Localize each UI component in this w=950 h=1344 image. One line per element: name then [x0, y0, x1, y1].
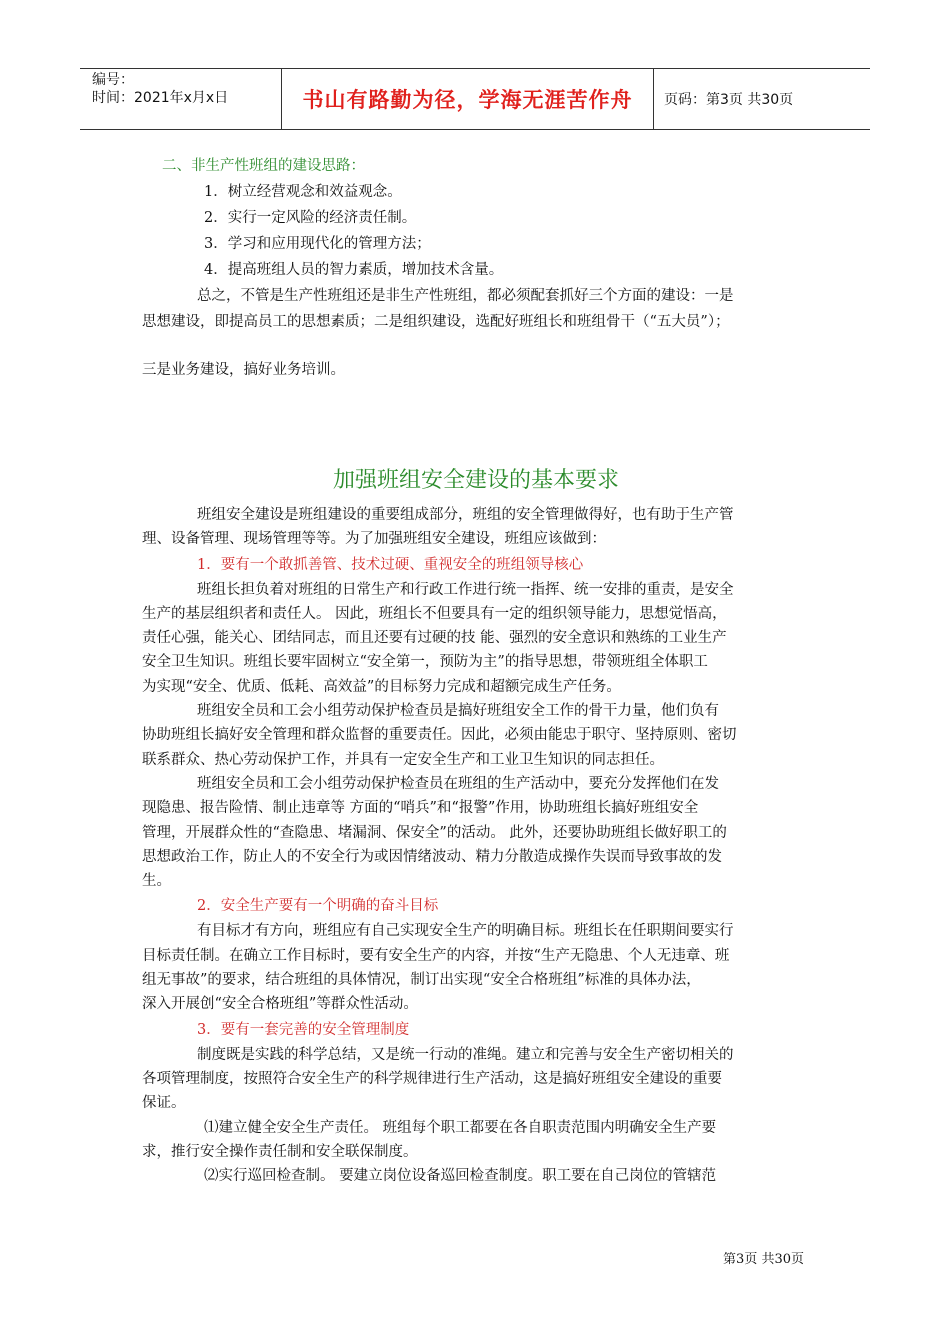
number-label: 编号： — [92, 72, 134, 88]
header-meta — [80, 69, 282, 129]
paragraph: 班组安全员和工会小组劳动保护检查员是搞好班组安全工作的骨干力量，他们负有 协助班组长搞好安全管理和群众监督的重要责任。因此，必须由能忠于职守、坚持原则、密切 联系群众、热心劳动保护工作，并具有一定安全生产和工业卫生知识的同志担任。 — [142, 703, 737, 768]
subheading: 2．安全生产要有一个明确的奋斗目标 — [197, 898, 439, 915]
list-item: 3．学习和应用现代化的管理方法； — [204, 236, 431, 252]
header-page-info: 页码：第3页 共30页 — [664, 92, 794, 108]
section-heading: 二、非生产性班组的建设思路： — [162, 158, 365, 174]
article-title: 加强班组安全建设的基本要求 — [332, 468, 619, 493]
subheading: 1．要有一个敢抓善管、技术过硬、重视安全的班组领导核心 — [197, 556, 584, 573]
summary-line: 思想建设，即提高员工的思想素质；二是组织建设，选配好班组长和班组骨干（“五大员”）； — [142, 314, 730, 330]
summary-line: 三是业务建设，搞好业务培训。 — [142, 362, 345, 378]
list-item: 4．提高班组人员的智力素质，增加技术含量。 — [204, 262, 504, 278]
summary-line: 总之，不管是生产性班组还是非生产性班组，都必须配套抓好三个方面的建设：一是 — [197, 288, 734, 304]
document-body — [142, 153, 810, 1188]
page-footer: 第3页 共30页 — [723, 1252, 804, 1267]
header-motto: 书山有路勤为径，学海无涯苦作舟 — [282, 69, 654, 129]
time-label: 时间：2021年x月x日 — [92, 90, 229, 106]
subheading: 3．要有一套完善的安全管理制度 — [197, 1021, 410, 1038]
list-item: 2．实行一定风险的经济责任制。 — [204, 210, 417, 226]
page-header — [80, 68, 870, 130]
paragraph: 制度既是实践的科学总结，又是统一行动的准绳。建立和完善与安全生产密切相关的 各项管理制度，按照符合安全生产的科学规律进行生产活动，这是搞好班组安全建设的重要 保证。 — [142, 1046, 734, 1112]
list-item: 1．树立经营观念和效益观念。 — [204, 184, 402, 200]
paragraph: ⑵实行巡回检查制。 要建立岗位设备巡回检查制度。职工要在自己岗位的管辖范 — [204, 1168, 717, 1185]
paragraph: 班组安全员和工会小组劳动保护检查员在班组的生产活动中，要充分发挥他们在发 现隐患、报告险情、制止违章等 方面的“哨兵”和“报警”作用，协助班组长搞好班组安全 管理，开展群众性的“查隐患、堵漏洞、保安全”的活动。 此外，还要协助班组长做好职工的 思想政治工作，防止人的不安全行为或因情绪波动、精力分散造成操作失误而导致事故的发 生。 — [142, 775, 727, 890]
paragraph: 有目标才有方向，班组应有自己实现安全生产的明确目标。班组长在任职期间要实行 目标责任制。在确立工作目标时，要有安全生产的内容，并按“生产无隐患、个人无违章、班 组无事故”的要求，结合班组的具体情况，制订出实现“安全合格班组”标准的具体办法， 深入开展创“安全合格班组”等群众性活动。 — [142, 923, 734, 1013]
paragraph: 班组安全建设是班组建设的重要组成部分，班组的安全管理做得好，也有助于生产管 理、设备管理、现场管理等等。为了加强班组安全建设，班组应该做到： — [142, 507, 734, 548]
paragraph: ⑴建立健全安全生产责任。 班组每个职工都要在各自职责范围内明确安全生产要 求，推行安全操作责任制和安全联保制度。 — [142, 1119, 717, 1160]
paragraph: 班组长担负着对班组的日常生产和行政工作进行统一指挥、统一安排的重责，是安全 生产的基层组织者和责任人。 因此，班组长不但要具有一定的组织领导能力，思想觉悟高， 责任心强，能关心、团结同志，而且还要有过硬的技 能、强烈的安全意识和熟练的工业生产 安全卫生知识。班组长要牢固树立“安全第一，预防为主”的指导思想，带领班组全体职工 为实现“安全、优质、低耗、高效益”的目标努力完成和超额完成生产任务。 — [142, 581, 734, 695]
